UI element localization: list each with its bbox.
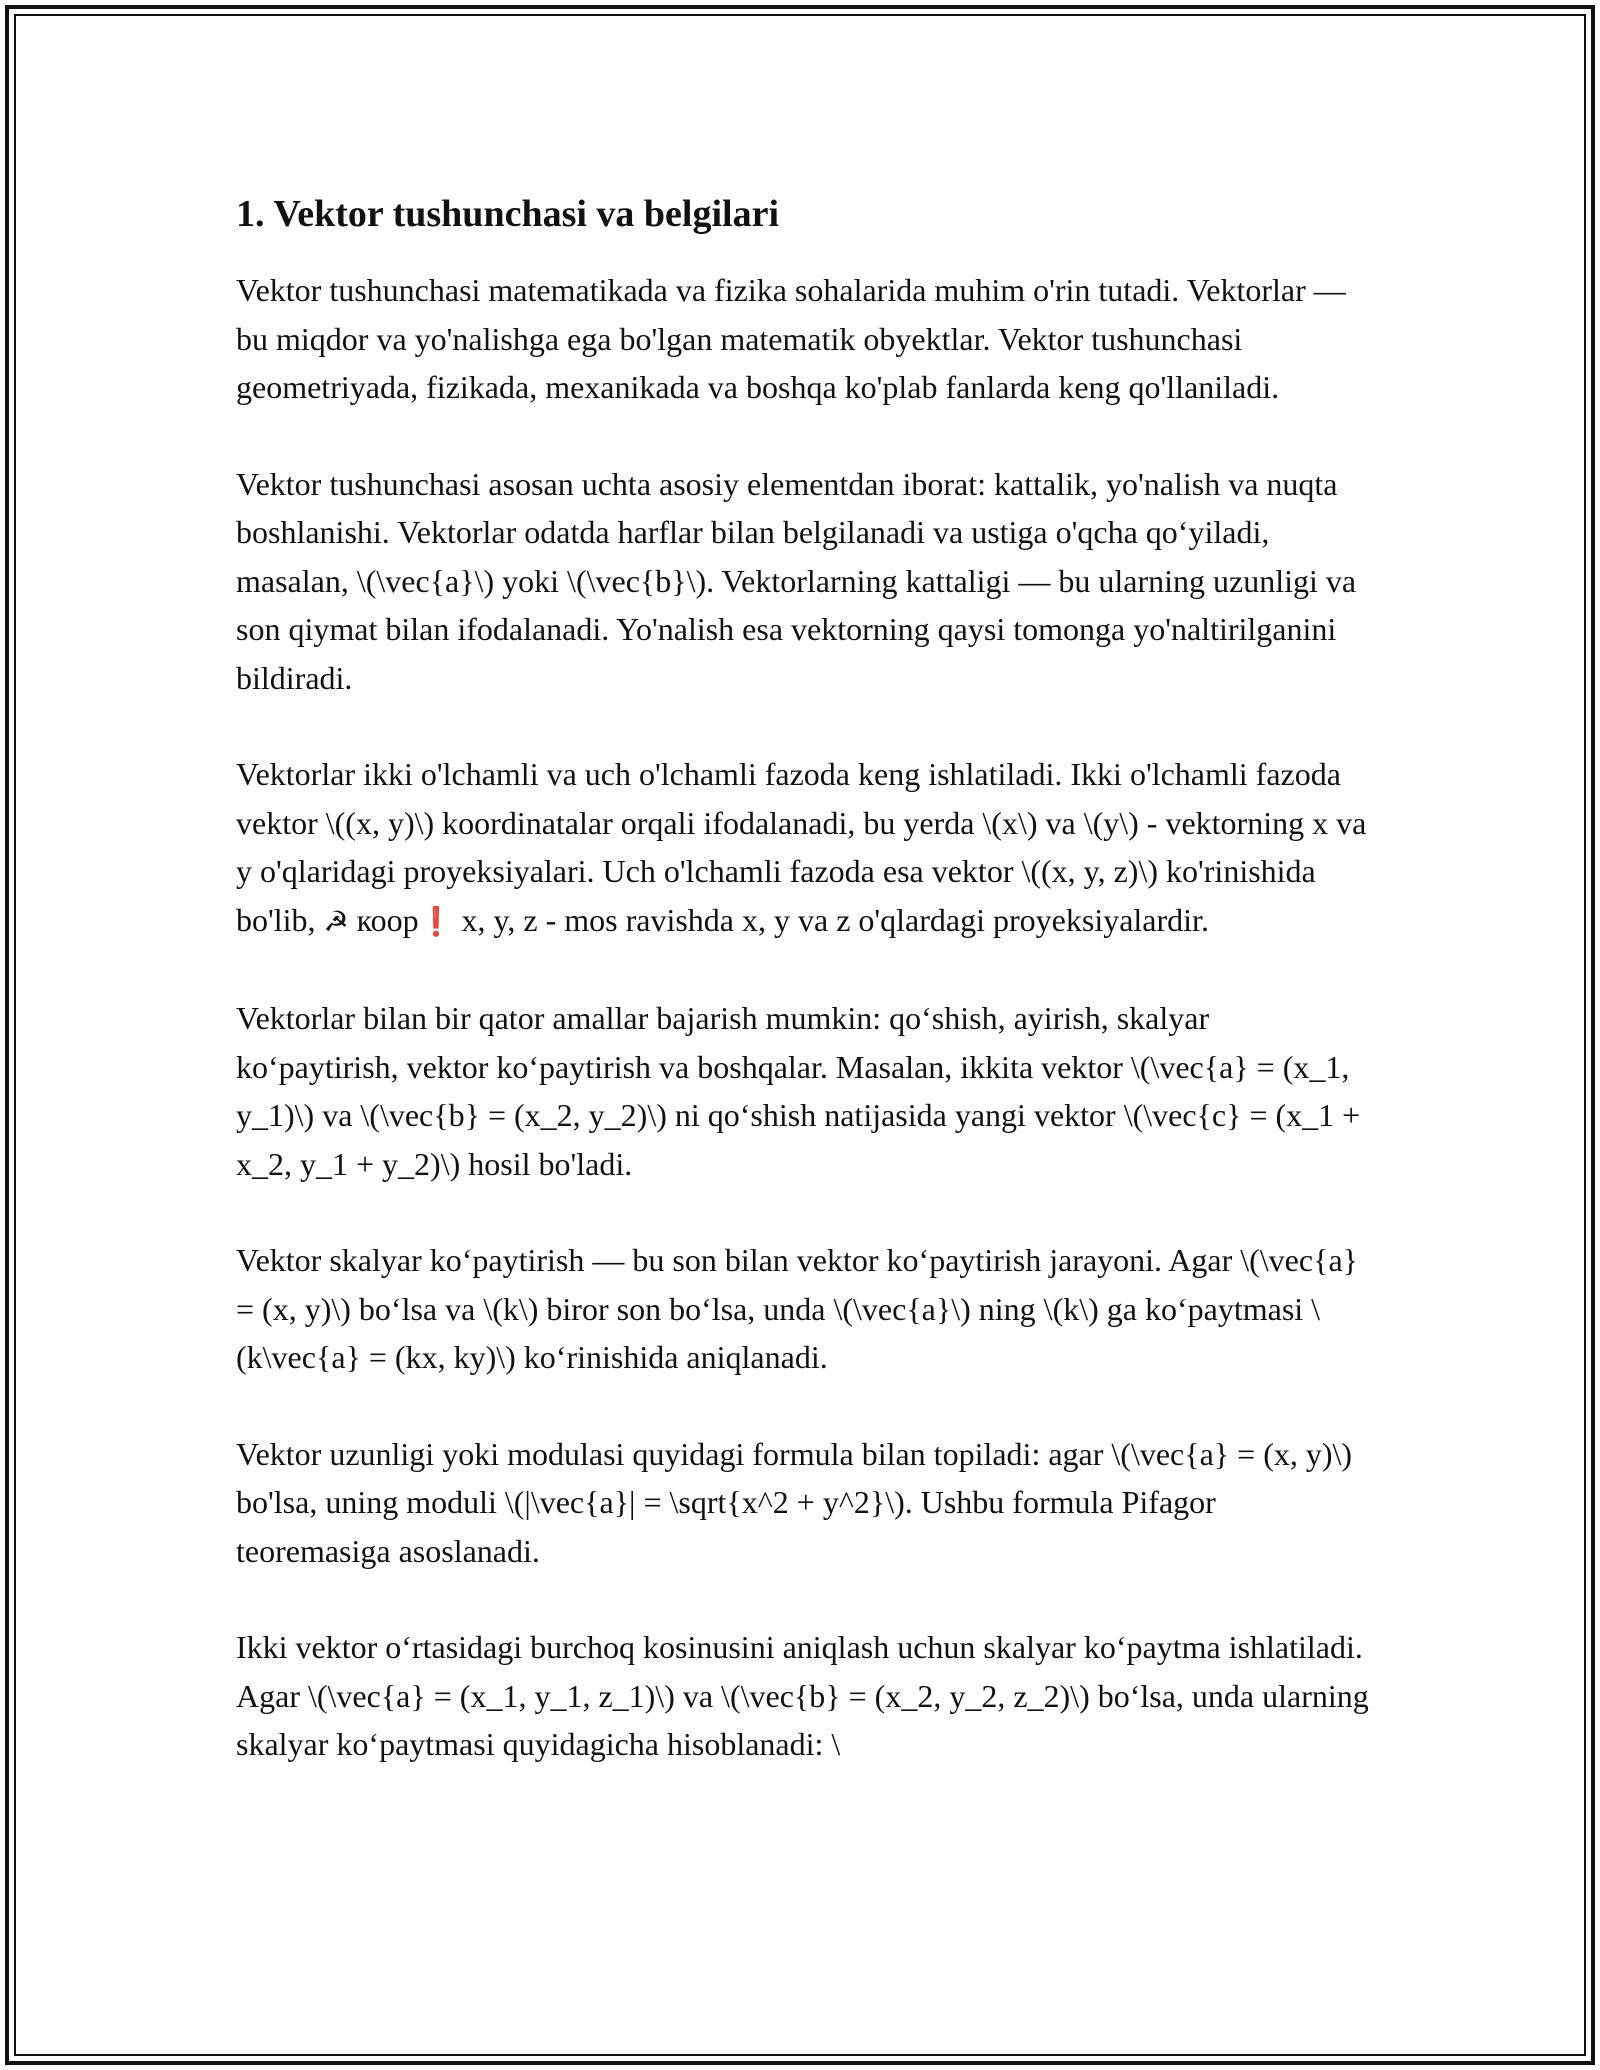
paragraph-3-text-end: x, y, z - mos ravishda x, y va z o'qlardagi proyeksiyalardir. — [453, 901, 1209, 938]
paragraph-3 — [236, 750, 1376, 946]
paragraph-3-text-middle: коор — [348, 901, 419, 938]
paragraph-7: Ikki vektor o‘rtasidagi burchoq kosinusini aniqlash uchun skalyar ko‘paytma ishlatiladi. Agar \(\vec{a} = (x_1, y_1, z_1)\) va \(\vec{b} = (x_2, y_2, z_2)\) bo‘lsa, unda ularning skalyar ko‘paytmasi quyidagicha hisoblanadi: \ — [236, 1629, 1369, 1762]
document-body — [236, 182, 1376, 1817]
paragraph-2: Vektor tushunchasi asosan uchta asosiy elementdan iborat: kattalik, yo'nalish va nuqta boshlanishi. Vektorlar odatda harflar bilan belgilanadi va ustiga o'qcha qo‘yiladi, masalan, \(\vec{a}\) yoki \(\vec{b}\). Vektorlarning kattaligi — bu ularning uzunligi va son qiymat bilan ifodalanadi. Yo'nalish esa vektorning qaysi tomonga yo'naltirilganini bildiradi. — [236, 465, 1357, 696]
paragraph-5: Vektor skalyar ko‘paytirish — bu son bilan vektor ko‘paytirish jarayoni. Agar \(\vec{a} = (x, y)\) bo‘lsa va \(k\) biror son bo‘lsa, unda \(\vec{a}\) ning \(k\) ga ko‘paytmasi \(k\vec{a} = (kx, ky)\) ko‘rinishida aniqlanadi. — [236, 1242, 1358, 1375]
paragraph-3-text-start: Vektorlar ikki o'lchamli va uch o'lchamli fazoda keng ishlatiladi. Ikki o'lchamli fazoda vektor \((x, y)\) koordinatalar orqali ifodalanadi, bu yerda \(x\) va \(y\) - vektorning x va y o'qlaridagi proyeksiyalari. Uch o'lchamli fazoda esa vektor \((x, y, z)\) ko'rinishida bo'lib, — [236, 756, 1367, 938]
paragraph-6: Vektor uzunligi yoki modulasi quyidagi formula bilan topiladi: agar \(\vec{a} = (x, y)\) bo'lsa, uning moduli \(|\vec{a}| = \sqrt{x^2 + y^2}\). Ushbu formula Pifagor teoremasiga asoslanadi. — [236, 1435, 1353, 1569]
hammer-sickle-icon: ☭ — [323, 904, 349, 938]
section-heading: 1. Vektor tushunchasi va belgilari — [236, 193, 780, 235]
exclamation-icon: ❗ — [418, 904, 454, 938]
paragraph-1: Vektor tushunchasi matematikada va fizika sohalarida muhim o'rin tutadi. Vektorlar — bu miqdor va yo'nalishga ega bo'lgan matematik obyektlar. Vektor tushunchasi geometriyada, fizikada, mexanikada va boshqa ko'plab fanlarda keng qo'llaniladi. — [236, 272, 1346, 405]
paragraph-4: Vektorlar bilan bir qator amallar bajarish mumkin: qo‘shish, ayirish, skalyar ko‘paytirish, vektor ko‘paytirish va boshqalar. Masalan, ikkita vektor \(\vec{a} = (x_1, y_1)\) va \(\vec{b} = (x_2, y_2)\) ni qo‘shish natijasida yangi vektor \(\vec{c} = (x_1 + x_2, y_1 + y_2)\) hosil bo'ladi. — [236, 1000, 1361, 1182]
